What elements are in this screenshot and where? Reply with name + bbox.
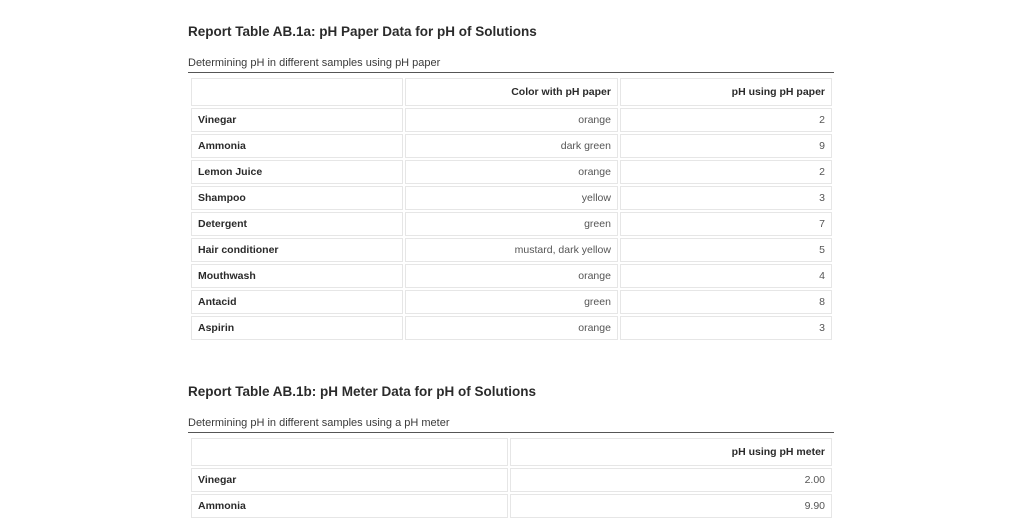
- table-a-caption: Determining pH in different samples using pH paper: [188, 57, 834, 73]
- ph-value-cell: 2: [620, 160, 832, 184]
- table-row: [191, 212, 832, 236]
- ph-value-cell: 4: [620, 264, 832, 288]
- sample-name-cell: Aspirin: [191, 316, 403, 340]
- table-row: [191, 160, 832, 184]
- column-header: [191, 438, 508, 466]
- paper-color-cell: yellow: [405, 186, 618, 210]
- sample-name-cell: Ammonia: [191, 134, 403, 158]
- paper-color-cell: orange: [405, 264, 618, 288]
- ph-value-cell: 3: [620, 186, 832, 210]
- ph-meter-value-cell: 2.00: [510, 468, 832, 492]
- ph-value-cell: 3: [620, 316, 832, 340]
- table-header-row: [191, 78, 832, 106]
- sample-name-cell: Ammonia: [191, 494, 508, 518]
- ph-meter-value-cell: 9.90: [510, 494, 832, 518]
- paper-color-cell: green: [405, 212, 618, 236]
- column-header: Color with pH paper: [405, 78, 618, 106]
- table-b-caption: Determining pH in different samples using a pH meter: [188, 417, 834, 433]
- sample-name-cell: Antacid: [191, 290, 403, 314]
- ph-meter-table: [189, 436, 834, 520]
- sample-name-cell: Hair conditioner: [191, 238, 403, 262]
- table-row: [191, 494, 832, 518]
- sample-name-cell: Lemon Juice: [191, 160, 403, 184]
- paper-color-cell: mustard, dark yellow: [405, 238, 618, 262]
- ph-paper-table: [189, 76, 834, 342]
- ph-value-cell: 5: [620, 238, 832, 262]
- sample-name-cell: Detergent: [191, 212, 403, 236]
- ph-value-cell: 8: [620, 290, 832, 314]
- paper-color-cell: orange: [405, 316, 618, 340]
- column-header: pH using pH paper: [620, 78, 832, 106]
- sample-name-cell: Vinegar: [191, 108, 403, 132]
- ph-value-cell: 2: [620, 108, 832, 132]
- paper-color-cell: green: [405, 290, 618, 314]
- ph-value-cell: 7: [620, 212, 832, 236]
- sample-name-cell: Shampoo: [191, 186, 403, 210]
- table-row: [191, 290, 832, 314]
- ph-value-cell: 9: [620, 134, 832, 158]
- column-header: pH using pH meter: [510, 438, 832, 466]
- table-row: [191, 468, 832, 492]
- paper-color-cell: dark green: [405, 134, 618, 158]
- sample-name-cell: Vinegar: [191, 468, 508, 492]
- table-row: [191, 264, 832, 288]
- table-row: [191, 134, 832, 158]
- table-row: [191, 186, 832, 210]
- sample-name-cell: Mouthwash: [191, 264, 403, 288]
- table-row: [191, 108, 832, 132]
- paper-color-cell: orange: [405, 160, 618, 184]
- paper-color-cell: orange: [405, 108, 618, 132]
- table-row: [191, 316, 832, 340]
- table-header-row: [191, 438, 832, 466]
- table-a-title: Report Table AB.1a: pH Paper Data for pH of Solutions: [188, 24, 537, 39]
- table-row: [191, 238, 832, 262]
- table-b-title: Report Table AB.1b: pH Meter Data for pH of Solutions: [188, 384, 537, 399]
- column-header: [191, 78, 403, 106]
